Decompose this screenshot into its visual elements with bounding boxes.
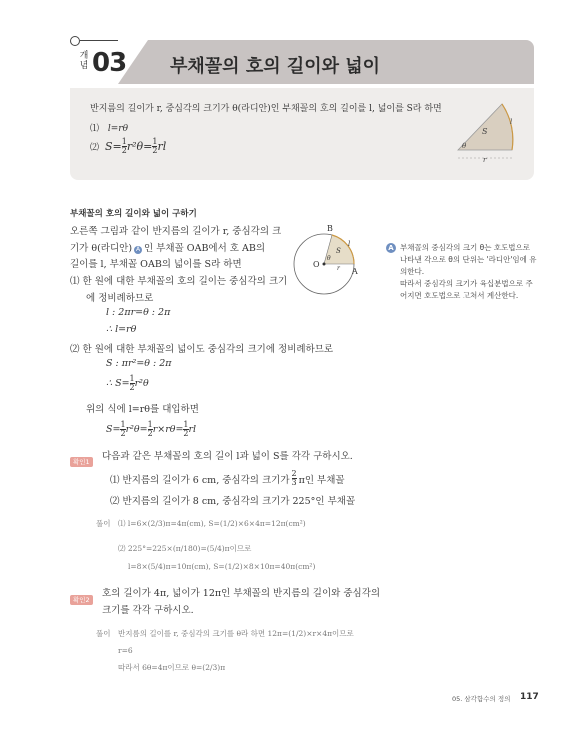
check2-question-1: 호의 길이가 4π, 넓이가 12π인 부채꼴의 반지름의 길이와 중심각의	[102, 588, 381, 599]
check1-sol-1: ⑴ l=6×(2/3)π=4π(cm), S=(1/2)×6×4π=12π(cm²)	[118, 519, 306, 528]
body-line-1: 오른쪽 그림과 같이 반지름의 길이가 r, 중심각의 크	[70, 226, 282, 237]
footer-chapter: 05. 삼각함수의 정의	[452, 695, 511, 703]
summary-fig-r: r	[483, 156, 487, 164]
circle-sector-figure	[286, 218, 366, 298]
summary-item1-label: ⑴	[90, 124, 100, 134]
circle-label-l: l	[348, 240, 351, 248]
page-title: 부채꼴의 호의 길이와 넓이	[170, 56, 381, 77]
eq5-a: S=	[106, 424, 121, 435]
body-line-2a: 기가 θ(라디안)	[70, 243, 133, 254]
summary-intro: 반지름의 길이가 r, 중심각의 크기가 θ(라디안)인 부채꼴의 호의 길이를 l, 넓이를 S라 하면	[90, 104, 442, 114]
summary-sector-figure	[450, 98, 522, 170]
body-line-3: 길이를 l, 부채꼴 OAB의 넓이를 S라 하면	[70, 259, 242, 270]
concept-label: 개념	[79, 51, 89, 71]
side-note-icon: A	[386, 243, 396, 253]
eq3: S : πr²=θ : 2π	[106, 358, 172, 369]
check1-sol-3: l=8×(5/4)π=10π(cm), S=(1/2)×8×10π=40π(cm²)	[128, 562, 316, 571]
check2-sol-2: r=6	[118, 646, 133, 655]
side-note	[400, 242, 540, 302]
side-note-line: 나타낸 각으로 θ의 단위는 '라디안'임에 유	[400, 255, 537, 264]
eq5-b: r²θ=	[125, 424, 148, 435]
check1-q1b: π인 부채꼴	[298, 474, 345, 486]
eq2: ∴ l=rθ	[106, 324, 137, 335]
check2-sol-1: 반지름의 길이를 r, 중심각의 크기를 θ라 하면 12π=(1/2)×r×4π이므로	[118, 629, 354, 638]
side-note-line: 부채꼴의 중심각의 크기 θ는 호도법으로	[400, 243, 531, 252]
circle-label-S: S	[336, 247, 341, 255]
circle-label-O: O	[313, 260, 320, 269]
summary-fig-theta: θ	[462, 142, 467, 150]
concept-number: 03	[92, 48, 127, 78]
eq4-right: r²θ	[134, 378, 149, 389]
side-note-line: 의한다.	[400, 267, 425, 276]
item1-line-b: 에 정비례하므로	[86, 293, 154, 304]
summary-item2-left: S=	[105, 140, 122, 153]
summary-item2-label: ⑵	[90, 143, 100, 153]
check2-sol-label: 풀이	[96, 629, 111, 638]
check1-sol-label: 풀이	[96, 519, 111, 528]
eq4-left: ∴ S=	[106, 378, 130, 389]
summary-frac2: $\frac{1}{2}$	[152, 137, 158, 155]
circle-label-r: r	[337, 265, 340, 272]
check1-q2: ⑵ 반지름의 길이가 8 cm, 중심각의 크기가 225°인 부채꼴	[110, 496, 356, 507]
summary-fig-l: l	[510, 118, 513, 126]
page-number: 117	[520, 692, 539, 702]
summary-item2-right: rl	[157, 140, 167, 153]
body-line-2b: 인 부채꼴 OAB에서 호 AB의	[144, 243, 266, 254]
summary-item1: l=rθ	[107, 124, 129, 134]
section-heading: 부채꼴의 호의 길이와 넓이 구하기	[70, 209, 197, 219]
header-ornament-line	[80, 40, 120, 41]
item2-line: ⑵ 한 원에 대한 부채꼴의 넓이도 중심각의 크기에 정비례하므로	[70, 344, 334, 355]
substitute-line: 위의 식에 l=rθ를 대입하면	[86, 404, 199, 415]
check1-question: 다음과 같은 부채꼴의 호의 길이 l과 넓이 S를 각각 구하시오.	[102, 451, 353, 462]
summary-item2-mid: r²θ=	[126, 140, 153, 153]
check1-q1a: ⑴ 반지름의 길이가 6 cm, 중심각의 크기가	[110, 474, 290, 486]
circle-label-B: B	[327, 224, 333, 233]
header-ornament-circle	[70, 36, 80, 46]
check1-sol-2: ⑵ 225°=225×(π/180)=(5/4)π이므로	[118, 544, 252, 553]
check2-question-2: 크기를 각각 구하시오.	[102, 605, 194, 616]
check2-sol-3: 따라서 6θ=4π이므로 θ=(2/3)π	[118, 663, 226, 672]
summary-frac1: $\frac{1}{2}$	[121, 137, 127, 155]
eq5-d: rl	[188, 424, 197, 435]
eq1: l : 2πr=θ : 2π	[106, 307, 171, 318]
circle-label-A: A	[352, 267, 358, 276]
circle-label-theta: θ	[327, 255, 331, 262]
item1-line-a: ⑴ 한 원에 대한 부채꼴의 호의 길이는 중심각의 크기	[70, 276, 288, 287]
eq5-c: r×rθ=	[152, 424, 184, 435]
check2-badge: 확인2	[70, 595, 93, 605]
side-note-line: 어지면 호도법으로 고쳐서 계산한다.	[400, 291, 519, 300]
summary-fig-S: S	[482, 127, 488, 136]
side-note-line: 따라서 중심각의 크기가 육십분법으로 주	[400, 279, 533, 288]
check1-badge: 확인1	[70, 457, 93, 467]
note-marker-icon: A	[135, 246, 141, 253]
